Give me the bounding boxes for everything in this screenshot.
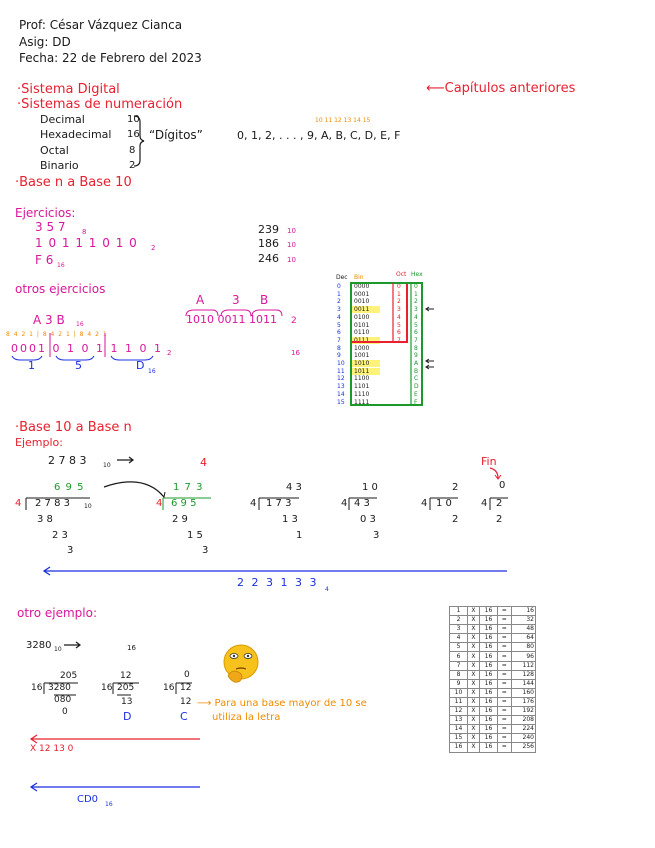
ref-hex-cell: 7 xyxy=(414,336,418,344)
mult-cell: 144 xyxy=(511,679,535,688)
system-base-decimal: 10 xyxy=(127,114,140,125)
mult-cell: 16 xyxy=(480,625,498,634)
octal-red-box xyxy=(351,283,407,342)
system-name-hex: Hexadecimal xyxy=(40,128,112,141)
ref-header-dec: Dec xyxy=(336,274,348,281)
mult-cell: 12 xyxy=(450,707,468,716)
sistemas-numeracion-heading: ·Sistemas de numeración xyxy=(17,97,183,112)
mult-cell: = xyxy=(497,743,511,752)
div1-quotient: 205 xyxy=(60,671,78,681)
ref-dec-cell: 8 xyxy=(337,344,341,352)
hex-letter-b: B xyxy=(260,293,269,307)
ref-bin-cell: 1001 xyxy=(354,352,370,360)
mult-cell: 176 xyxy=(511,697,535,706)
carry-arrow-icon xyxy=(104,482,164,497)
step6-quotient: 0 xyxy=(499,480,506,491)
otro-number: 3280 xyxy=(26,640,52,651)
ejercicio-2-sub: 2 xyxy=(151,244,156,252)
mult-cell: 160 xyxy=(511,688,535,697)
ejercicio-2-result-sub: 10 xyxy=(287,241,296,249)
division-lines xyxy=(26,498,508,510)
system-name-octal: Octal xyxy=(40,144,69,157)
mult-cell: 5 xyxy=(450,643,468,652)
ref-dec-cell: 9 xyxy=(337,352,341,360)
ref-hex-cell: 8 xyxy=(414,344,418,352)
mult-cell: = xyxy=(497,634,511,643)
mult-cell: X xyxy=(467,661,479,670)
hex-binary-groups-sub: 2 xyxy=(291,316,297,326)
mult-cell: = xyxy=(497,716,511,725)
mult-cell: 16 xyxy=(480,679,498,688)
ejercicio-1-expr: 3 5 7 xyxy=(35,220,66,234)
mult-cell: 224 xyxy=(511,725,535,734)
mult-cell: 256 xyxy=(511,743,535,752)
ref-hex-cell: F xyxy=(414,398,418,406)
ref-oct-cell: 7 xyxy=(397,336,401,344)
mult-cell: = xyxy=(497,725,511,734)
system-name-decimal: Decimal xyxy=(40,113,85,126)
ref-oct-cell: 6 xyxy=(397,329,401,337)
ref-arrow-2-icon xyxy=(426,359,434,363)
mult-cell: 14 xyxy=(450,725,468,734)
base4-result: 2 2 3 1 3 3 xyxy=(237,576,319,589)
letter-note-line1: ⟶ Para una base mayor de 10 se xyxy=(197,698,367,709)
step1-dividend-sub: 10 xyxy=(84,503,92,510)
step3-quotient: 4 3 xyxy=(286,482,302,493)
base-n-a-10-heading: ·Base n a Base 10 xyxy=(15,175,132,190)
mult-cell: = xyxy=(497,661,511,670)
ref-dec-cell: 13 xyxy=(337,383,345,391)
ref-bin-cell: 0101 xyxy=(354,321,370,329)
mult-cell: X xyxy=(467,634,479,643)
mult-cell: X xyxy=(467,670,479,679)
div3-dividend: 12 xyxy=(180,683,192,693)
mult-cell: 96 xyxy=(511,652,535,661)
hex-digit-1: 1 xyxy=(28,359,35,372)
step3-remainder-b: 1 xyxy=(296,530,303,541)
mult-cell: = xyxy=(497,607,511,616)
mult-cell: = xyxy=(497,679,511,688)
mult-cell: 1 xyxy=(450,607,468,616)
mult-cell: = xyxy=(497,734,511,743)
bin-bracket-3 xyxy=(111,356,153,360)
hex-digit-d: D xyxy=(136,359,145,372)
ref-dec-cell: 12 xyxy=(337,375,345,383)
mult-cell: X xyxy=(467,652,479,661)
div2-divisor: 16 xyxy=(101,683,113,693)
mult-cell: 16 xyxy=(480,643,498,652)
ref-hex-cell: 6 xyxy=(414,329,418,337)
example-number: 2 7 8 3 xyxy=(48,454,87,467)
hex-letter-3: 3 xyxy=(232,293,240,307)
mult-cell: 240 xyxy=(511,734,535,743)
ref-bin-cell: 0100 xyxy=(354,313,370,321)
otro-arrow-icon xyxy=(64,642,80,648)
ref-dec-cell: 10 xyxy=(337,360,345,367)
fin-label: Fin xyxy=(481,455,497,468)
mult-cell: 16 xyxy=(480,697,498,706)
ref-dec-cell: 1 xyxy=(337,290,341,298)
step4-remainder-b: 3 xyxy=(373,530,380,541)
binary-weights: 8 4 2 1 | 8 4 2 1 | 8 4 2 1 xyxy=(6,331,108,338)
otro-number-sub: 10 xyxy=(54,646,62,653)
mult-cell: X xyxy=(467,625,479,634)
step2-quotient: 1 7 3 xyxy=(173,482,204,493)
ejercicio-3-result-sub: 10 xyxy=(287,256,296,264)
mult-cell: 16 xyxy=(480,716,498,725)
mult-cell: 32 xyxy=(511,616,535,625)
div2-quotient: 12 xyxy=(120,671,132,681)
ref-oct-cell: 2 xyxy=(397,298,401,306)
hex-bracket-3 xyxy=(221,310,251,316)
mult-cell: = xyxy=(497,670,511,679)
step1-quotient: 6 9 5 xyxy=(54,482,85,493)
mult-cell: 192 xyxy=(511,707,535,716)
mult-cell: X xyxy=(467,716,479,725)
binary-groups: 0001 0 1 0 1 1 1 0 1 xyxy=(11,342,163,355)
mult-cell: = xyxy=(497,616,511,625)
div1-dividend: 3280 xyxy=(48,683,71,693)
step2-remainder-c: 3 xyxy=(202,545,209,556)
step3-dividend: 1 7 3 xyxy=(266,498,292,509)
ref-hex-cell: 2 xyxy=(414,298,418,306)
mult-cell: X xyxy=(467,643,479,652)
digit-list: 0, 1, 2, . . . , 9, A, B, C, D, E, F xyxy=(237,129,401,142)
step3-divisor: 4 xyxy=(250,498,257,509)
ref-hex-cell: 0 xyxy=(414,283,418,290)
hex-value: A 3 B xyxy=(33,313,65,327)
step1-remainder-b: 2 3 xyxy=(52,530,68,541)
ref-bin-cell: 1100 xyxy=(354,375,370,383)
step4-remainder-a: 0 3 xyxy=(360,514,376,525)
mult-cell: X xyxy=(467,743,479,752)
ref-header-bin: Bin xyxy=(354,274,364,281)
step5-remainder: 2 xyxy=(452,514,459,525)
mult-cell: 16 xyxy=(480,734,498,743)
mult-cell: = xyxy=(497,652,511,661)
ref-bin-cell: 0000 xyxy=(354,283,370,290)
hex-letter-a: A xyxy=(196,293,205,307)
step3-remainder-a: 1 3 xyxy=(282,514,298,525)
mult-cell: X xyxy=(467,707,479,716)
mult-cell: 4 xyxy=(450,634,468,643)
ejercicio-2-expr: 1 0 1 1 1 0 1 0 xyxy=(35,236,138,250)
ref-hex-cell: 4 xyxy=(414,313,418,321)
mult-cell: 128 xyxy=(511,670,535,679)
ref-hex-cell: 3 xyxy=(414,306,418,314)
hex-digit-5: 5 xyxy=(75,359,82,372)
ref-bin-cell: 0011 xyxy=(354,306,370,314)
bin-bracket-1 xyxy=(12,356,42,360)
ref-dec-cell: 14 xyxy=(337,390,345,398)
mult-cell: 16 xyxy=(480,652,498,661)
hex-bracket-b xyxy=(252,310,282,316)
ejercicio-3-sub: 16 xyxy=(57,262,65,269)
systems-brace xyxy=(134,116,144,166)
mult-cell: 11 xyxy=(450,697,468,706)
step1-remainder-c: 3 xyxy=(67,545,74,556)
ejercicio-1-result: 239 xyxy=(258,223,279,236)
ref-dec-cell: 4 xyxy=(337,313,341,321)
div2-dividend: 205 xyxy=(117,683,135,693)
div1-remainder-b: 0 xyxy=(62,707,68,717)
hex-answer-sub: 16 xyxy=(105,801,113,808)
ref-oct-cell: 4 xyxy=(397,313,401,321)
bin-bracket-2 xyxy=(56,356,94,360)
mult-cell: 10 xyxy=(450,688,468,697)
step1-divisor: 4 xyxy=(15,498,22,509)
div1-remainder-a: 080 xyxy=(54,695,72,705)
example-arrow-icon xyxy=(117,457,133,463)
hex-value-sub: 16 xyxy=(76,321,84,328)
mult-cell: 80 xyxy=(511,643,535,652)
ejercicio-1-sub: 8 xyxy=(82,228,87,236)
hex-digit-sub: 16 xyxy=(148,368,156,375)
ejercicios-title: Ejercicios: xyxy=(15,206,76,220)
div3-quotient: 0 xyxy=(184,670,190,680)
ref-oct-cell: 0 xyxy=(397,283,401,290)
ref-bin-cell: 1010 xyxy=(354,360,370,367)
mult-cell: X xyxy=(467,697,479,706)
ref-dec-cell: 5 xyxy=(337,321,341,329)
div3-remainder: 12 xyxy=(180,697,192,707)
mult-cell: 16 xyxy=(480,688,498,697)
otro-ejemplo-title: otro ejemplo: xyxy=(17,606,97,620)
fecha-line: Fecha: 22 de Febrero del 2023 xyxy=(19,51,202,65)
mult-cell: 13 xyxy=(450,716,468,725)
ejercicio-1-result-sub: 10 xyxy=(287,227,296,235)
mult-cell: 16 xyxy=(480,634,498,643)
ref-dec-cell: 0 xyxy=(337,283,341,290)
mult-cell: X xyxy=(467,679,479,688)
sistema-digital-heading: ·Sistema Digital xyxy=(17,82,120,97)
binary-groups-sub: 2 xyxy=(167,349,172,357)
ejemplo-label: Ejemplo: xyxy=(15,436,63,449)
system-base-octal: 8 xyxy=(129,145,136,156)
mult-cell: X xyxy=(467,616,479,625)
sixteen-note: 16 xyxy=(291,349,300,357)
example-number-sub: 10 xyxy=(103,462,111,469)
target-base: 4 xyxy=(200,456,207,469)
mult-cell: 3 xyxy=(450,625,468,634)
ref-bin-cell: 1101 xyxy=(354,383,370,391)
ref-hex-cell: E xyxy=(414,390,418,398)
hex-binary-groups: 1010 0011 1011 xyxy=(186,313,277,326)
ref-hex-cell: D xyxy=(414,383,419,391)
system-base-binary: 2 xyxy=(129,160,136,171)
step2-dividend: 6 9 5 xyxy=(171,498,197,509)
ref-bin-cell: 1110 xyxy=(354,390,370,398)
ref-bin-cell: 0111 xyxy=(354,336,370,344)
mult-cell: X xyxy=(467,734,479,743)
mult-cell: 15 xyxy=(450,734,468,743)
ref-bin-cell: 1011 xyxy=(354,367,370,375)
step2-divisor: 4 xyxy=(156,498,163,509)
ref-hex-cell: 5 xyxy=(414,321,418,329)
ref-oct-cell: 1 xyxy=(397,290,401,298)
mult-cell: 16 xyxy=(450,743,468,752)
step5-divisor: 4 xyxy=(421,498,428,509)
ejercicio-3-expr: F 6 xyxy=(35,253,54,267)
ref-bin-cell: 1000 xyxy=(354,344,370,352)
step2-remainder-b: 1 5 xyxy=(187,530,203,541)
mult-cell: 16 xyxy=(480,616,498,625)
mult-cell: X xyxy=(467,688,479,697)
mult-cell: 16 xyxy=(480,670,498,679)
ref-header-hex: Hex xyxy=(411,271,423,278)
mult-cell: = xyxy=(497,625,511,634)
mult-cell: 112 xyxy=(511,661,535,670)
mult-cell: 2 xyxy=(450,616,468,625)
wrong-result: X 12 13 0 xyxy=(30,744,74,754)
hex-bracket-a xyxy=(186,310,218,316)
system-base-hex: 16 xyxy=(127,129,140,140)
ref-arrow-1-icon xyxy=(426,307,434,311)
mult-cell: 48 xyxy=(511,625,535,634)
ref-oct-cell: 3 xyxy=(397,306,401,314)
mult-cell: 16 xyxy=(511,607,535,616)
ref-hex-cell: C xyxy=(414,375,419,383)
thinking-emoji-icon xyxy=(224,645,258,682)
base-10-a-n-heading: ·Base 10 a Base n xyxy=(15,420,132,435)
ref-dec-cell: 2 xyxy=(337,298,341,306)
system-name-binary: Binario xyxy=(40,159,79,172)
step6-dividend: 2 xyxy=(496,498,503,509)
mult-cell: 16 xyxy=(480,743,498,752)
step6-remainder: 2 xyxy=(496,514,503,525)
step2-remainder-a: 2 9 xyxy=(172,514,188,525)
asig-line: Asig: DD xyxy=(19,35,71,49)
ref-dec-cell: 3 xyxy=(337,306,341,314)
mult-cell: 16 xyxy=(480,725,498,734)
ref-dec-cell: 11 xyxy=(337,367,345,375)
mult-cell: 16 xyxy=(480,707,498,716)
letter-note-line2: utiliza la letra xyxy=(212,712,281,723)
prof-line: Prof: César Vázquez Cianca xyxy=(19,18,183,32)
div3-letter: C xyxy=(180,710,188,723)
step4-quotient: 1 0 xyxy=(362,482,378,493)
mult-cell: = xyxy=(497,643,511,652)
ref-bin-cell: 0110 xyxy=(354,329,370,337)
ref-hex-cell: B xyxy=(414,367,419,375)
ref-dec-cell: 7 xyxy=(337,336,341,344)
mult-cell: 208 xyxy=(511,716,535,725)
ejercicio-2-result: 186 xyxy=(258,237,279,250)
otro-target-base: 16 xyxy=(127,644,136,652)
capitulos-note: ⟵Capítulos anteriores xyxy=(426,81,576,96)
div1-divisor: 16 xyxy=(31,683,43,693)
ref-header-oct: Oct xyxy=(396,271,407,278)
step5-dividend: 1 0 xyxy=(436,498,452,509)
base4-result-sub: 4 xyxy=(325,586,329,593)
mult-cell: 9 xyxy=(450,679,468,688)
mult-cell: 16 xyxy=(480,607,498,616)
ref-oct-cell: 5 xyxy=(397,321,401,329)
ref-bin-cell: 1111 xyxy=(354,398,370,406)
step4-dividend: 4 3 xyxy=(354,498,370,509)
step1-remainder-a: 3 8 xyxy=(37,514,53,525)
ref-arrow-3-icon xyxy=(426,365,434,369)
fin-arrow-icon xyxy=(490,468,498,478)
step1-dividend: 2 7 8 3 xyxy=(35,498,70,509)
digitos-label: “Dígitos” xyxy=(149,128,203,142)
hex-division-lines xyxy=(44,683,192,695)
mult-cell: 6 xyxy=(450,652,468,661)
mult-cell: 64 xyxy=(511,634,535,643)
mult-cell: X xyxy=(467,725,479,734)
step5-quotient: 2 xyxy=(452,482,459,493)
ref-hex-cell: 1 xyxy=(414,290,418,298)
step4-divisor: 4 xyxy=(341,498,348,509)
ref-bin-cell: 0010 xyxy=(354,298,370,306)
div2-remainder: 13 xyxy=(121,697,133,707)
ref-bin-cell: 0001 xyxy=(354,290,370,298)
hex-answer: CD0 xyxy=(77,794,99,805)
ref-dec-cell: 15 xyxy=(337,398,345,406)
ref-hex-cell: 9 xyxy=(414,352,418,360)
ref-hex-cell: A xyxy=(414,360,419,367)
ref-dec-cell: 6 xyxy=(337,329,341,337)
mult-cell: X xyxy=(467,607,479,616)
ejercicio-3-result: 246 xyxy=(258,252,279,265)
mult-cell: = xyxy=(497,707,511,716)
mult-cell: 8 xyxy=(450,670,468,679)
mult-cell: 16 xyxy=(480,661,498,670)
mult-cell: = xyxy=(497,688,511,697)
mult-cell: 7 xyxy=(450,661,468,670)
div2-letter: D xyxy=(123,710,132,723)
div3-divisor: 16 xyxy=(163,683,175,693)
mult-cell: = xyxy=(497,697,511,706)
digit-indices: 10 11 12 13 14 15 xyxy=(315,117,371,124)
step6-divisor: 4 xyxy=(481,498,488,509)
otros-title: otros ejercicios xyxy=(15,282,106,296)
